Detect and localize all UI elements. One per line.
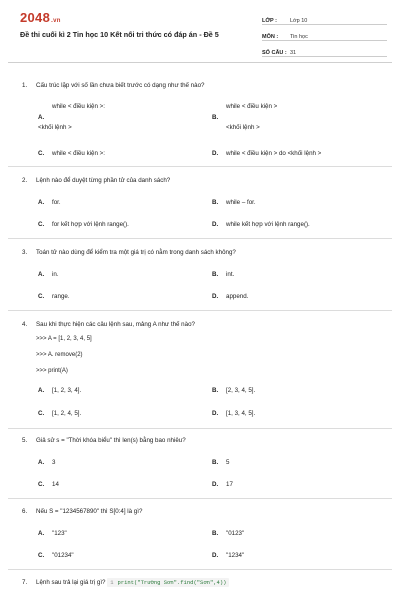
site-logo[interactable]: [20, 10, 61, 25]
question-body: Sau khi thực hiện các câu lệnh sau, mảng A như thế nào?: [36, 321, 195, 328]
meta-value: Tin học: [290, 34, 308, 40]
option-d[interactable]: [212, 293, 248, 300]
option-c[interactable]: [38, 410, 81, 417]
code-text: print("Trường Sơn".find("Sơn",4)): [117, 579, 227, 586]
question-text: [22, 437, 186, 444]
option-text: "01234": [52, 552, 74, 559]
option-label: C.: [38, 410, 45, 417]
option-d[interactable]: [212, 481, 233, 488]
code-line: >>> A = [1, 2, 3, 4, 5]: [36, 336, 92, 342]
option-text: int.: [226, 271, 235, 278]
option-c[interactable]: [38, 552, 74, 559]
option-b-line2: <khối lệnh >: [226, 124, 260, 131]
option-text: "123": [52, 530, 67, 537]
meta-key: SỐ CÂU :: [262, 50, 287, 56]
option-label: B.: [212, 530, 219, 537]
option-text: while kết hợp với lệnh range().: [226, 221, 310, 228]
meta-key: MÔN :: [262, 34, 279, 40]
option-b-line1: while < điều kiện >: [226, 103, 278, 110]
meta-row-class: [262, 12, 387, 25]
option-b[interactable]: [212, 459, 229, 466]
inline-code-snippet: [107, 578, 229, 587]
option-label: D.: [212, 552, 219, 559]
option-text: [2, 3, 4, 5].: [226, 387, 256, 394]
option-label: C.: [38, 552, 45, 559]
question-number: 7.: [22, 579, 28, 586]
option-text: [1, 3, 4, 5].: [226, 410, 256, 417]
option-text: append.: [226, 293, 249, 300]
question-number: 1.: [22, 82, 28, 89]
option-label: B.: [212, 387, 219, 394]
option-b[interactable]: [212, 530, 244, 537]
option-text: [1, 2, 4, 5].: [52, 410, 82, 417]
question-number: 2.: [22, 177, 28, 184]
option-text: while – for.: [226, 199, 256, 206]
option-label: A.: [38, 530, 45, 537]
option-a[interactable]: [38, 530, 67, 537]
option-label: D.: [212, 481, 219, 488]
option-label: B.: [212, 271, 219, 278]
option-label: C.: [38, 481, 45, 488]
option-b[interactable]: [212, 199, 256, 206]
option-text: for kết hợp với lệnh range().: [52, 221, 129, 228]
question-body: Cấu trúc lặp với số lần chưa biết trước có dạng như thế nào?: [36, 82, 205, 89]
option-d[interactable]: [212, 552, 244, 559]
option-a-line2: <khối lệnh >: [38, 124, 72, 131]
divider: [8, 310, 392, 311]
metadata-box: [262, 12, 387, 60]
option-label: A.: [38, 114, 45, 121]
option-c[interactable]: [38, 293, 70, 300]
option-label: D.: [212, 293, 219, 300]
question-number: 5.: [22, 437, 28, 444]
question-number: 4.: [22, 321, 28, 328]
option-text: while < điều kiện > do <khối lệnh >: [226, 150, 322, 157]
option-text: 3: [52, 459, 56, 466]
option-text: while < điều kiện >:: [52, 150, 105, 157]
question-text: [22, 82, 204, 89]
meta-key: LỚP :: [262, 18, 277, 24]
option-label: C.: [38, 150, 45, 157]
option-c[interactable]: [38, 481, 59, 488]
option-text: 5: [226, 459, 230, 466]
meta-value: Lớp 10: [290, 18, 308, 24]
option-text: range.: [52, 293, 70, 300]
option-label: B.: [212, 114, 219, 121]
option-d[interactable]: [212, 410, 255, 417]
question-text: [22, 177, 170, 184]
option-text: for.: [52, 199, 61, 206]
meta-row-count: [262, 44, 387, 57]
option-b[interactable]: [212, 271, 234, 278]
code-line: >>> print(A): [36, 368, 68, 374]
question-text: [22, 508, 142, 515]
meta-value: 31: [290, 50, 297, 56]
option-b[interactable]: [212, 114, 226, 121]
option-c[interactable]: [38, 221, 129, 228]
option-label: B.: [212, 459, 219, 466]
document-header: [8, 0, 392, 63]
option-label: C.: [38, 293, 45, 300]
code-line: >>> A. remove(2): [36, 352, 83, 358]
option-label: A.: [38, 199, 45, 206]
option-label: D.: [212, 410, 219, 417]
option-label: C.: [38, 221, 45, 228]
option-label: D.: [212, 221, 219, 228]
option-label: A.: [38, 459, 45, 466]
option-label: D.: [212, 150, 219, 157]
option-label: A.: [38, 271, 45, 278]
document-title: Đề thi cuối kì 2 Tin học 10 Kết nối tri thức có đáp án - Đề 5: [20, 30, 219, 39]
option-label: B.: [212, 199, 219, 206]
option-a-line1: while < điều kiện >:: [52, 103, 105, 110]
question-body: Lệnh sau trả lại giá trị gì?: [36, 579, 106, 586]
logo-suffix: .vn: [51, 18, 61, 24]
divider: [8, 569, 392, 570]
meta-row-subject: [262, 28, 387, 41]
option-b[interactable]: [212, 387, 255, 394]
option-d[interactable]: [212, 150, 321, 157]
question-number: 3.: [22, 249, 28, 256]
question-body: Nếu S = "1234567890" thì S[0:4] là gì?: [36, 508, 143, 515]
question-text: [22, 249, 236, 256]
question-body: Toán tử nào dùng để kiểm tra một giá trị có nằm trong danh sách không?: [36, 249, 236, 256]
divider: [8, 166, 392, 167]
question-number: 6.: [22, 508, 28, 515]
question-text: [22, 321, 195, 328]
option-c[interactable]: [38, 150, 105, 157]
option-text: "1234": [226, 552, 245, 559]
divider: [8, 498, 392, 499]
option-d[interactable]: [212, 221, 310, 228]
option-a[interactable]: [38, 199, 61, 206]
question-text: [22, 579, 229, 586]
code-line-number: 1: [110, 579, 114, 586]
divider: [8, 428, 392, 429]
option-a[interactable]: [38, 114, 52, 121]
question-body: Giả sử s = "Thời khóa biểu" thì len(s) bằng bao nhiêu?: [36, 437, 186, 444]
divider: [8, 238, 392, 239]
option-text: 14: [52, 481, 59, 488]
option-text: [1, 2, 3, 4].: [52, 387, 82, 394]
option-text: "0123": [226, 530, 245, 537]
option-a[interactable]: [38, 459, 55, 466]
logo-text: 2048: [20, 10, 51, 25]
option-text: in.: [52, 271, 59, 278]
question-body: Lệnh nào để duyệt từng phần tử của danh sách?: [36, 177, 171, 184]
option-label: A.: [38, 387, 45, 394]
option-text: 17: [226, 481, 233, 488]
option-a[interactable]: [38, 271, 59, 278]
option-a[interactable]: [38, 387, 81, 394]
